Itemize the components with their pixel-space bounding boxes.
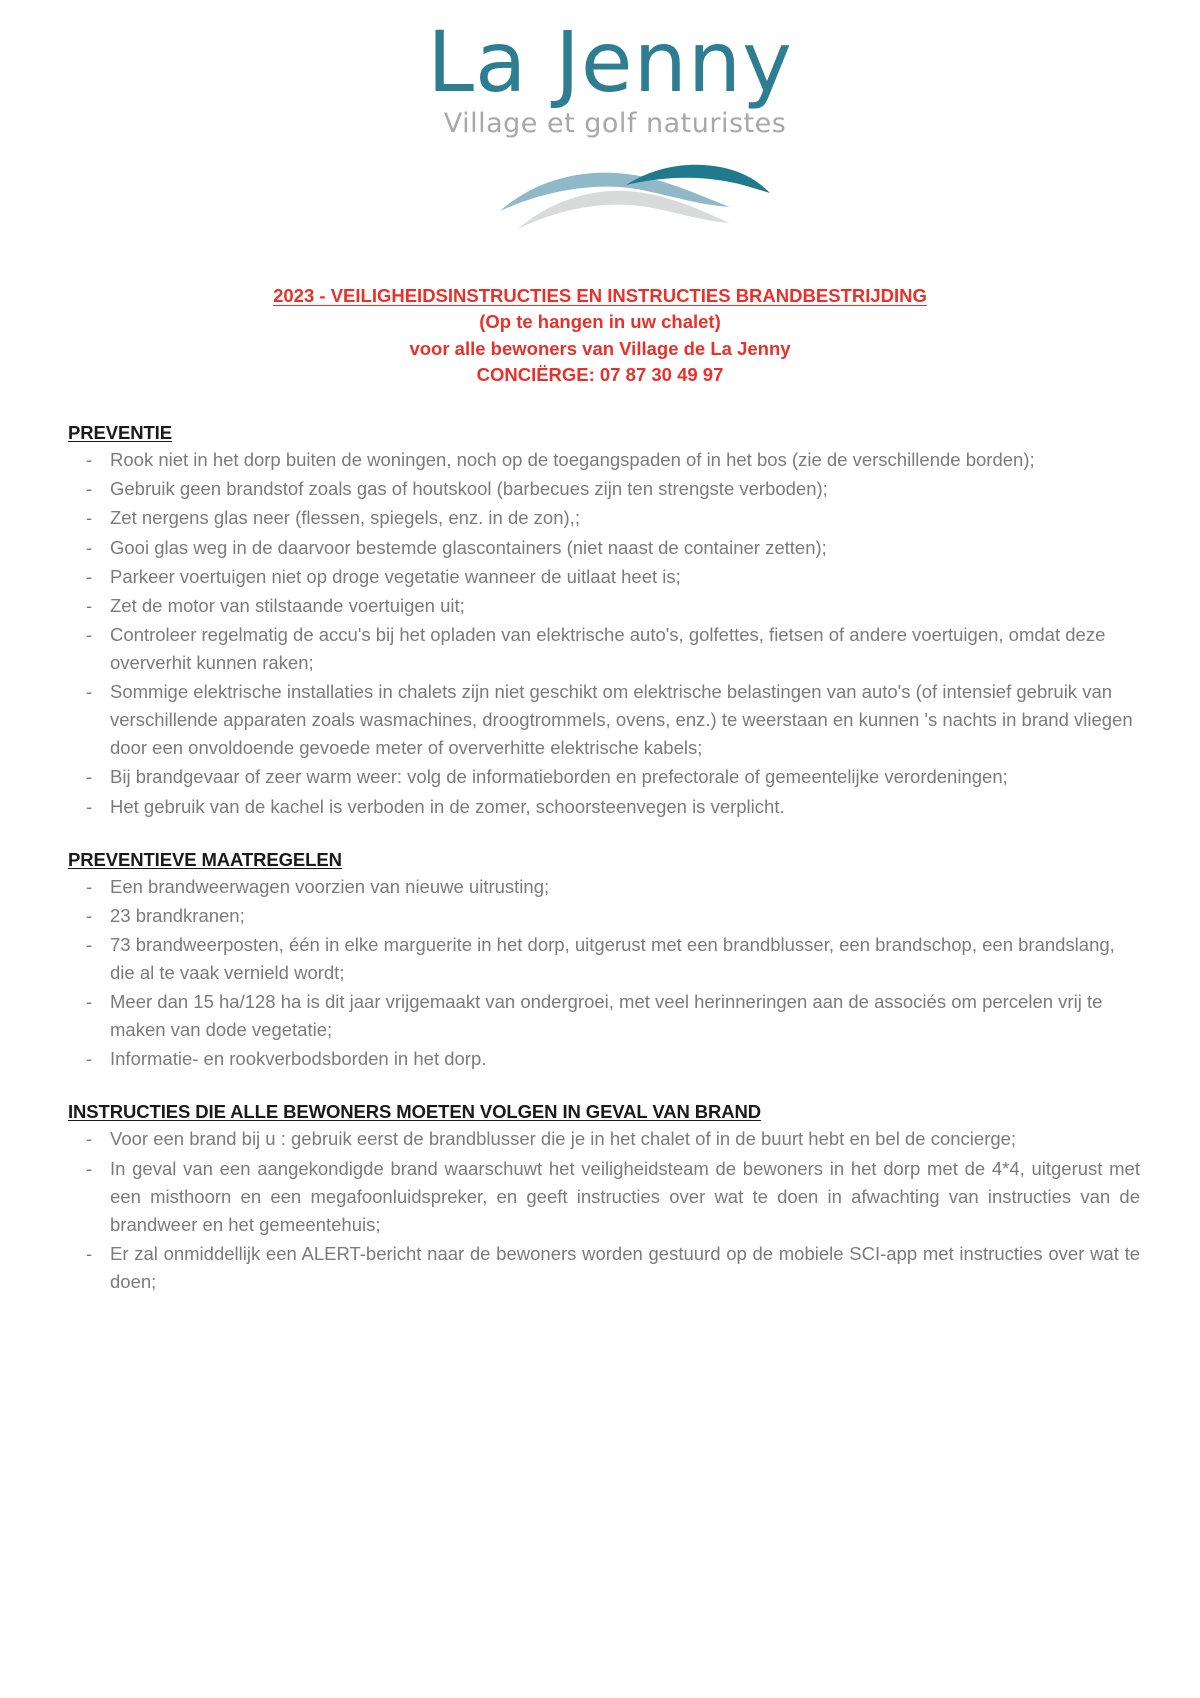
bullet-marker: -: [86, 681, 93, 703]
bullet-marker: -: [86, 478, 93, 500]
bullet-marker: -: [86, 1242, 93, 1264]
bullet-marker: -: [86, 594, 93, 616]
list-item: [68, 763, 1140, 791]
list-item: [68, 873, 1140, 901]
list-item: [68, 988, 1140, 1044]
list-item-text: Rook niet in het dorp buiten de woningen, noch op de toegangspaden of in het bos (zie de verschillende borden);: [110, 449, 1035, 471]
section-heading: PREVENTIEVE MAATREGELEN: [68, 848, 342, 870]
list-item-text: Controleer regelmatig de accu's bij het opladen van elektrische auto's, golfettes, fietsen of andere voertuigen, omdat deze oververhit kunnen raken;: [110, 623, 1106, 674]
section-heading: INSTRUCTIES DIE ALLE BEWONERS MOETEN VOLGEN IN GEVAL VAN BRAND: [68, 1101, 762, 1123]
bullet-marker: -: [86, 449, 93, 471]
list-item-text: In geval van een aangekondigde brand waarschuwt het veiligheidsteam de bewoners in het dorp met de 4*4, uitgerust met een misthoorn en een megafoonluidspreker, en geeft instructies over wat te doen in afwachting van instructies van de brandweer en het gemeentehuis;: [110, 1157, 1140, 1235]
title-line-4: CONCIËRGE: 07 87 30 49 97: [476, 363, 724, 385]
list-item: [68, 1125, 1140, 1153]
logo-tagline: Village et golf naturistes: [443, 108, 787, 140]
section-preventieve-maatregelen: [68, 849, 1140, 1074]
logo-waves-icon: [430, 155, 770, 235]
bullet-marker: -: [86, 904, 93, 926]
title-line-1: 2023 - VEILIGHEIDSINSTRUCTIES EN INSTRUCTIES BRANDBESTRIJDING: [273, 285, 927, 307]
bullet-marker: -: [86, 1157, 93, 1179]
list-item-text: 73 brandweerposten, één in elke marguerite in het dorp, uitgerust met een brandblusser, een brandschop, een brandslang, die al te vaak vernield wordt;: [110, 933, 1115, 983]
list-item: [68, 534, 1140, 562]
section-instructies-bij-brand: [68, 1101, 1140, 1296]
list-item: [68, 1155, 1140, 1239]
bullet-marker: -: [86, 875, 93, 897]
list-item-text: Gebruik geen brandstof zoals gas of houtskool (barbecues zijn ten strengste verboden);: [110, 478, 828, 500]
list-item: [68, 793, 1140, 821]
list-item-text: 23 brandkranen;: [110, 904, 245, 926]
list-item-text: Informatie- en rookverbodsborden in het dorp.: [110, 1048, 487, 1070]
document-body: [0, 422, 1200, 1296]
list-item-text: Het gebruik van de kachel is verboden in de zomer, schoorsteenvegen is verplicht.: [110, 795, 785, 817]
bullet-marker: -: [86, 507, 93, 529]
bullet-marker: -: [86, 933, 93, 955]
bullet-list: [68, 1125, 1140, 1296]
list-item: [68, 902, 1140, 930]
list-item: [68, 592, 1140, 620]
bullet-marker: -: [86, 1128, 93, 1150]
bullet-marker: -: [86, 536, 93, 558]
list-item: [68, 475, 1140, 503]
title-line-3: voor alle bewoners van Village de La Jenny: [409, 337, 791, 359]
list-item: [68, 931, 1140, 987]
list-item-text: Voor een brand bij u : gebruik eerst de brandblusser die je in het chalet of in de buurt hebt en bel de concierge;: [110, 1128, 1017, 1150]
list-item-text: Zet de motor van stilstaande voertuigen uit;: [110, 594, 465, 616]
bullet-list: [68, 873, 1140, 1074]
list-item: [68, 1240, 1140, 1296]
document-title: [0, 283, 1200, 388]
bullet-list: [68, 446, 1140, 820]
list-item-text: Zet nergens glas neer (flessen, spiegels, enz. in de zon),;: [110, 507, 580, 529]
list-item-text: Bij brandgevaar of zeer warm weer: volg de informatieborden en prefectorale of gemeentelijke verordeningen;: [110, 766, 1008, 788]
bullet-marker: -: [86, 766, 93, 788]
bullet-marker: -: [86, 565, 93, 587]
list-item: [68, 504, 1140, 532]
list-item-text: Sommige elektrische installaties in chalets zijn niet geschikt om elektrische belastingen van auto's (of intensief gebruik van verschillende apparaten zoals wasmachines, droogtrommels, ovens, enz.) te weerstaan en kunnen 's nachts in brand vliegen door een onvoldoende gevoede meter of oververhitte elektrische kabels;: [110, 681, 1133, 759]
list-item: [68, 446, 1140, 474]
list-item-text: Parkeer voertuigen niet op droge vegetatie wanneer de uitlaat heet is;: [110, 565, 681, 587]
logo-wordmark: La Jenny: [427, 13, 793, 111]
list-item-text: Gooi glas weg in de daarvoor bestemde glascontainers (niet naast de container zetten);: [110, 536, 827, 558]
bullet-marker: -: [86, 1048, 93, 1070]
la-jenny-logo: [0, 0, 1200, 235]
list-item: [68, 678, 1140, 762]
list-item-text: Er zal onmiddellijk een ALERT-bericht naar de bewoners worden gestuurd op de mobiele SCI-app met instructies over wat te doen;: [110, 1242, 1140, 1292]
title-line-2: (Op te hangen in uw chalet): [479, 311, 721, 333]
section-preventie: [68, 422, 1140, 820]
list-item: [68, 563, 1140, 591]
bullet-marker: -: [86, 991, 93, 1013]
list-item: [68, 621, 1140, 677]
bullet-marker: -: [86, 795, 93, 817]
list-item-text: Meer dan 15 ha/128 ha is dit jaar vrijgemaakt van ondergroei, met veel herinneringen aan de associés om percelen vrij te maken van dode vegetatie;: [110, 991, 1103, 1041]
list-item: [68, 1045, 1140, 1073]
bullet-marker: -: [86, 623, 93, 645]
section-heading: PREVENTIE: [68, 422, 172, 444]
list-item-text: Een brandweerwagen voorzien van nieuwe uitrusting;: [110, 875, 550, 897]
